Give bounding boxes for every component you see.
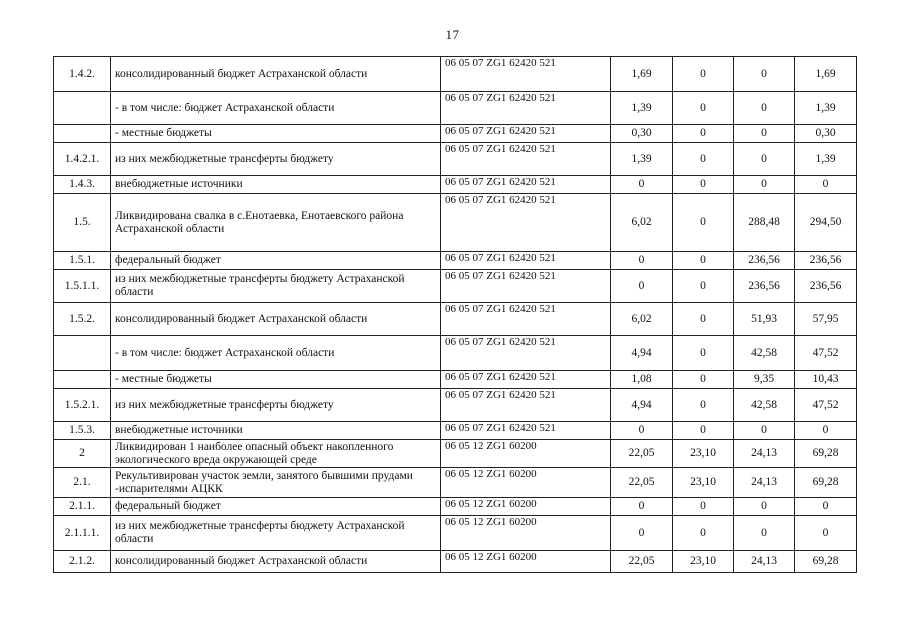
page-number: 17 [445, 27, 460, 42]
row-code: 06 05 12 ZG1 60200 [441, 551, 611, 573]
row-value-total: 0 [795, 498, 857, 516]
row-name: Ликвидирован 1 наиболее опасный объект накопленного экологического вреда окружающей среде [111, 440, 441, 468]
row-value-total: 69,28 [795, 440, 857, 468]
row-value-1: 1,39 [611, 92, 673, 125]
row-code: 06 05 07 ZG1 62420 521 [441, 422, 611, 440]
row-name: федеральный бюджет [111, 498, 441, 516]
row-value-1: 1,69 [611, 57, 673, 92]
row-value-1: 0 [611, 176, 673, 194]
row-value-3: 51,93 [734, 303, 795, 336]
row-value-total: 69,28 [795, 551, 857, 573]
row-number: 2.1.2. [54, 551, 111, 573]
row-value-3: 288,48 [734, 194, 795, 252]
row-code: 06 05 07 ZG1 62420 521 [441, 92, 611, 125]
row-code: 06 05 07 ZG1 62420 521 [441, 336, 611, 371]
row-value-3: 24,13 [734, 468, 795, 498]
row-code: 06 05 12 ZG1 60200 [441, 440, 611, 468]
row-value-total: 236,56 [795, 270, 857, 303]
row-number [54, 92, 111, 125]
row-value-total: 236,56 [795, 252, 857, 270]
row-code: 06 05 12 ZG1 60200 [441, 516, 611, 551]
row-value-2: 0 [673, 270, 734, 303]
row-value-1: 0,30 [611, 125, 673, 143]
row-value-total: 0 [795, 422, 857, 440]
table-row [54, 371, 857, 389]
row-number: 1.5.3. [54, 422, 111, 440]
row-value-1: 4,94 [611, 336, 673, 371]
row-value-total: 1,39 [795, 92, 857, 125]
row-code: 06 05 12 ZG1 60200 [441, 468, 611, 498]
row-code: 06 05 07 ZG1 62420 521 [441, 270, 611, 303]
row-number: 2 [54, 440, 111, 468]
row-value-3: 0 [734, 176, 795, 194]
row-value-2: 0 [673, 371, 734, 389]
row-number: 1.5. [54, 194, 111, 252]
row-value-total: 0 [795, 176, 857, 194]
row-name: Ликвидирована свалка в с.Енотаевка, Енотаевского района Астраханской области [111, 194, 441, 252]
row-value-3: 0 [734, 516, 795, 551]
row-value-3: 24,13 [734, 551, 795, 573]
row-value-3: 0 [734, 498, 795, 516]
row-value-total: 57,95 [795, 303, 857, 336]
table-row [54, 270, 857, 303]
row-value-3: 0 [734, 92, 795, 125]
row-code: 06 05 12 ZG1 60200 [441, 498, 611, 516]
row-number [54, 336, 111, 371]
row-value-2: 23,10 [673, 468, 734, 498]
row-value-total: 69,28 [795, 468, 857, 498]
row-value-2: 23,10 [673, 440, 734, 468]
row-value-2: 0 [673, 389, 734, 422]
row-value-3: 236,56 [734, 270, 795, 303]
table-row [54, 57, 857, 92]
row-value-total: 0 [795, 516, 857, 551]
row-name: из них межбюджетные трансферты бюджету [111, 389, 441, 422]
row-value-3: 42,58 [734, 336, 795, 371]
row-code: 06 05 07 ZG1 62420 521 [441, 143, 611, 176]
table-row [54, 551, 857, 573]
row-value-3: 0 [734, 422, 795, 440]
row-number: 1.5.2.1. [54, 389, 111, 422]
row-value-total: 10,43 [795, 371, 857, 389]
row-value-1: 0 [611, 516, 673, 551]
table-row [54, 516, 857, 551]
table-row [54, 336, 857, 371]
row-value-2: 0 [673, 92, 734, 125]
row-number: 1.4.2.1. [54, 143, 111, 176]
row-value-2: 0 [673, 303, 734, 336]
row-value-1: 22,05 [611, 440, 673, 468]
row-value-2: 0 [673, 194, 734, 252]
row-name: консолидированный бюджет Астраханской области [111, 303, 441, 336]
row-number: 1.4.2. [54, 57, 111, 92]
row-value-3: 0 [734, 57, 795, 92]
row-name: внебюджетные источники [111, 422, 441, 440]
table-row [54, 252, 857, 270]
row-value-3: 0 [734, 143, 795, 176]
row-value-2: 0 [673, 498, 734, 516]
table-row [54, 125, 857, 143]
row-value-2: 23,10 [673, 551, 734, 573]
row-value-total: 47,52 [795, 336, 857, 371]
row-value-1: 1,08 [611, 371, 673, 389]
table-row [54, 194, 857, 252]
row-code: 06 05 07 ZG1 62420 521 [441, 125, 611, 143]
table-row [54, 422, 857, 440]
row-value-2: 0 [673, 57, 734, 92]
row-value-2: 0 [673, 422, 734, 440]
row-value-1: 22,05 [611, 551, 673, 573]
row-name: внебюджетные источники [111, 176, 441, 194]
row-name: из них межбюджетные трансферты бюджету Астраханской области [111, 270, 441, 303]
table-row [54, 92, 857, 125]
row-name: консолидированный бюджет Астраханской области [111, 57, 441, 92]
row-value-1: 0 [611, 498, 673, 516]
row-number: 1.5.2. [54, 303, 111, 336]
row-value-2: 0 [673, 143, 734, 176]
row-value-1: 22,05 [611, 468, 673, 498]
row-number [54, 125, 111, 143]
row-code: 06 05 07 ZG1 62420 521 [441, 252, 611, 270]
row-value-2: 0 [673, 125, 734, 143]
row-name: федеральный бюджет [111, 252, 441, 270]
row-value-total: 294,50 [795, 194, 857, 252]
table-row [54, 498, 857, 516]
row-number: 1.5.1. [54, 252, 111, 270]
budget-table-body [54, 57, 857, 573]
row-value-3: 9,35 [734, 371, 795, 389]
row-value-1: 0 [611, 252, 673, 270]
row-value-1: 6,02 [611, 194, 673, 252]
row-value-2: 0 [673, 252, 734, 270]
table-row [54, 389, 857, 422]
row-code: 06 05 07 ZG1 62420 521 [441, 371, 611, 389]
row-value-total: 0,30 [795, 125, 857, 143]
row-code: 06 05 07 ZG1 62420 521 [441, 389, 611, 422]
row-value-1: 0 [611, 270, 673, 303]
row-name: из них межбюджетные трансферты бюджету [111, 143, 441, 176]
row-name: - в том числе: бюджет Астраханской области [111, 336, 441, 371]
row-value-3: 0 [734, 125, 795, 143]
budget-table [53, 56, 857, 573]
table-row [54, 176, 857, 194]
row-value-3: 236,56 [734, 252, 795, 270]
row-value-2: 0 [673, 516, 734, 551]
row-value-total: 1,39 [795, 143, 857, 176]
row-value-total: 47,52 [795, 389, 857, 422]
row-code: 06 05 07 ZG1 62420 521 [441, 57, 611, 92]
row-value-1: 0 [611, 422, 673, 440]
row-name: - в том числе: бюджет Астраханской области [111, 92, 441, 125]
table-row [54, 303, 857, 336]
row-code: 06 05 07 ZG1 62420 521 [441, 194, 611, 252]
row-value-1: 4,94 [611, 389, 673, 422]
row-name: - местные бюджеты [111, 371, 441, 389]
row-number [54, 371, 111, 389]
row-number: 2.1.1.1. [54, 516, 111, 551]
row-number: 2.1.1. [54, 498, 111, 516]
row-name: из них межбюджетные трансферты бюджету Астраханской области [111, 516, 441, 551]
row-value-1: 6,02 [611, 303, 673, 336]
row-name: Рекультивирован участок земли, занятого бывшими прудами -испарителями АЦКК [111, 468, 441, 498]
row-value-3: 42,58 [734, 389, 795, 422]
row-name: - местные бюджеты [111, 125, 441, 143]
row-value-2: 0 [673, 176, 734, 194]
row-number: 1.4.3. [54, 176, 111, 194]
row-code: 06 05 07 ZG1 62420 521 [441, 303, 611, 336]
row-code: 06 05 07 ZG1 62420 521 [441, 176, 611, 194]
row-value-total: 1,69 [795, 57, 857, 92]
table-row [54, 440, 857, 468]
row-value-1: 1,39 [611, 143, 673, 176]
row-number: 1.5.1.1. [54, 270, 111, 303]
row-name: консолидированный бюджет Астраханской области [111, 551, 441, 573]
row-value-3: 24,13 [734, 440, 795, 468]
table-row [54, 468, 857, 498]
table-row [54, 143, 857, 176]
row-value-2: 0 [673, 336, 734, 371]
row-number: 2.1. [54, 468, 111, 498]
